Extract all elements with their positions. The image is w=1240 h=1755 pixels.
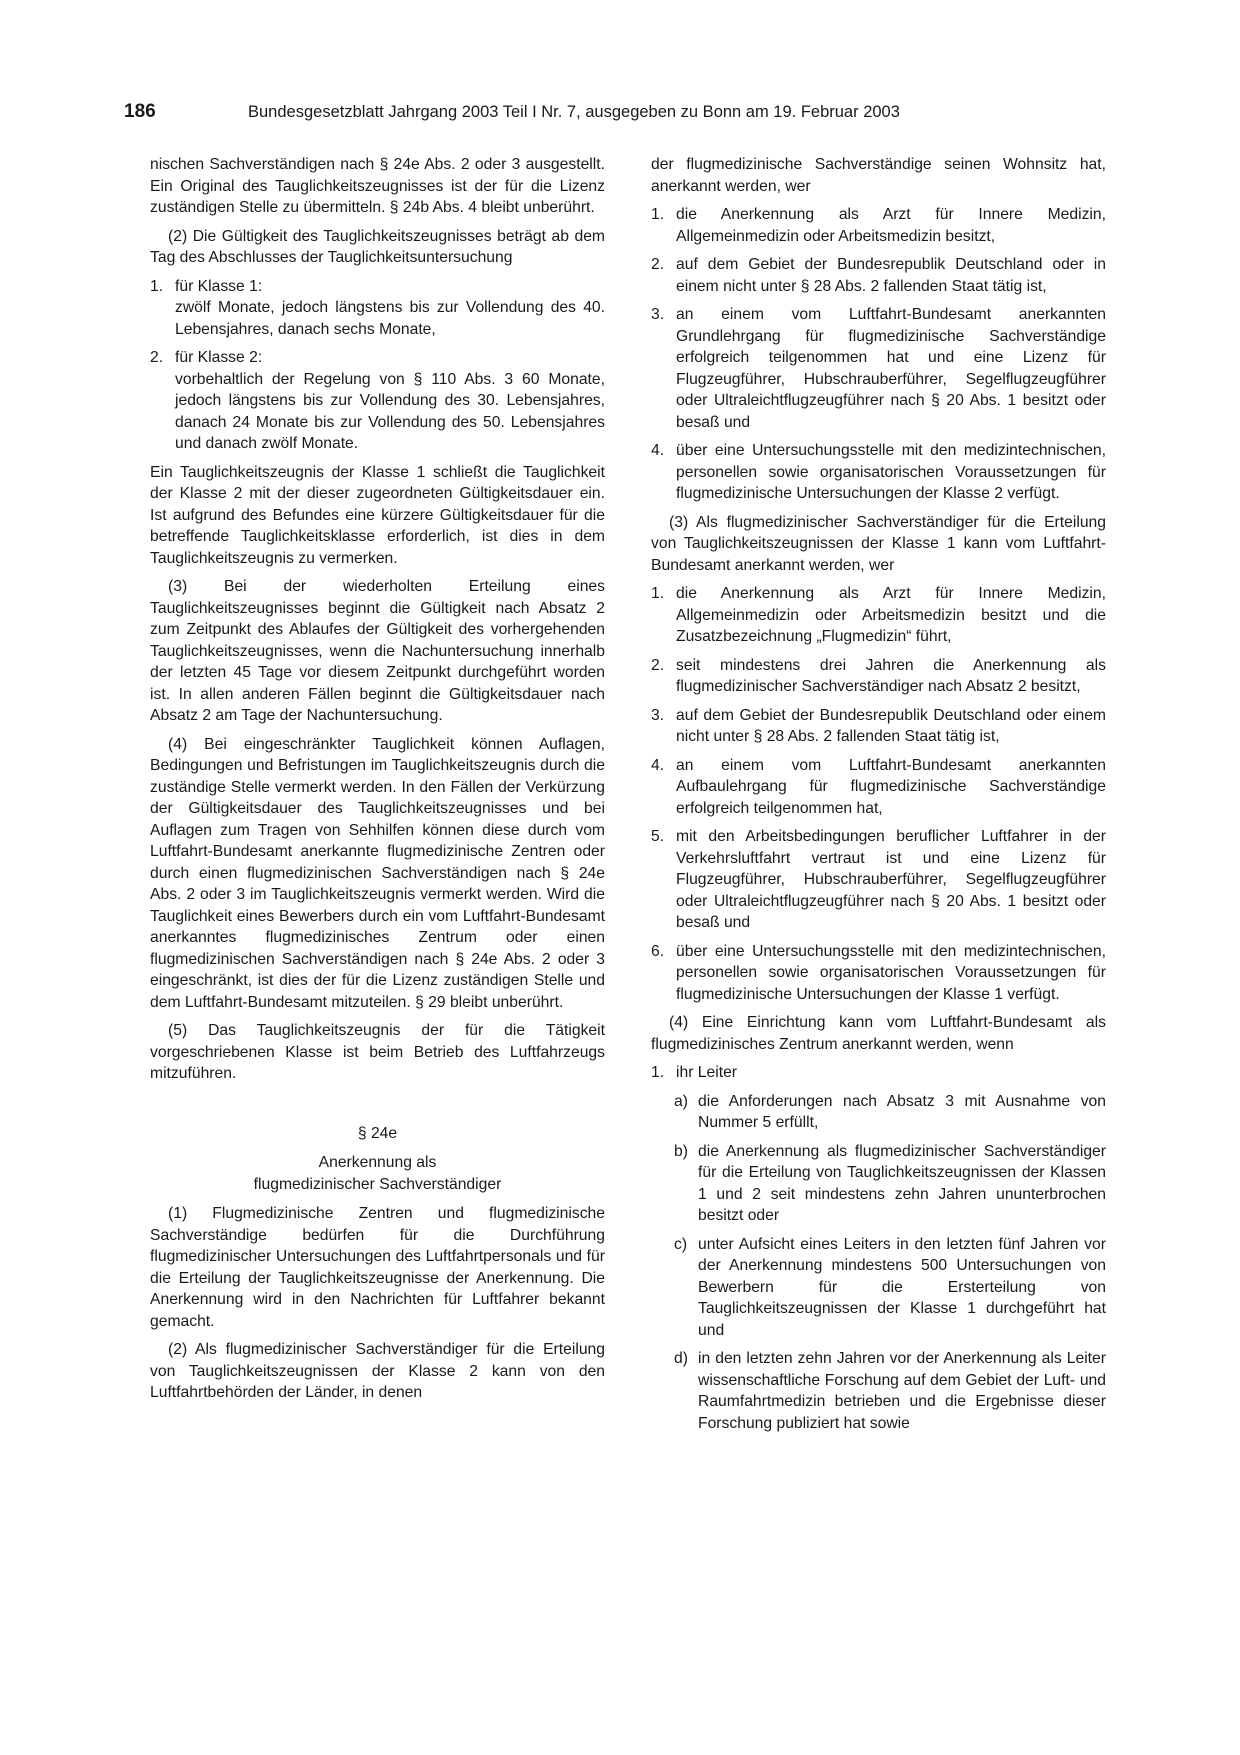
list-item xyxy=(651,583,1106,648)
list-item-text: auf dem Gebiet der Bundesrepublik Deutschland oder in einem nicht unter § 28 Abs. 2 fallenden Staat tätig ist, xyxy=(676,256,1106,295)
sublist-item xyxy=(674,1141,1106,1227)
paragraph: (5) Das Tauglichkeitszeugnis der für die Tätigkeit vorgeschriebenen Klasse ist beim Betrieb des Luftfahrzeugs mitzuführen. xyxy=(150,1022,605,1082)
list-item-text: zwölf Monate, jedoch längstens bis zur Vollendung des 40. Lebensjahres, danach sechs Monate, xyxy=(175,299,605,338)
list-number: 4. xyxy=(651,756,665,774)
list-item-text: mit den Arbeitsbedingungen beruflicher Luftfahrer in der Verkehrsluftfahrt vertraut ist und eine Lizenz für Flugzeugführer, Hubschrauberführer, Segelflugzeugführer oder Ultraleichtflugzeugführer nach § 20 Abs. 1 besitzt oder besaß und xyxy=(676,828,1106,931)
page-header xyxy=(124,99,986,125)
list-item-text: auf dem Gebiet der Bundesrepublik Deutschland oder einem nicht unter § 28 Abs. 2 fallenden Staat tätig ist, xyxy=(676,706,1106,745)
list-number: 6. xyxy=(651,942,665,960)
list-number: 2. xyxy=(150,349,164,366)
list-item-text: die Anerkennung als Arzt für Innere Medizin, Allgemeinmedizin oder Arbeitsmedizin besitzt, xyxy=(676,206,1106,245)
sublist-item xyxy=(674,1234,1106,1342)
list-item xyxy=(651,705,1106,748)
section-title-line: Anerkennung als xyxy=(318,1154,437,1171)
sublist-item-text: in den letzten zehn Jahren vor der Anerkennung als Leiter wissenschaftliche Forschung auf dem Gebiet der Luft- und Raumfahrtmedizin betrieben und die Ergebnisse dieser Forschung publiziert hat sowie xyxy=(698,1350,1106,1432)
sublist-item xyxy=(674,1348,1106,1434)
list-number: 1. xyxy=(651,1064,665,1081)
list-item-text: seit mindestens drei Jahren die Anerkennung als flugmedizinischer Sachverständiger nach Absatz 2 besitzt, xyxy=(676,656,1106,695)
list-item-text: über eine Untersuchungsstelle mit den medizintechnischen, personellen sowie organisatorischen Voraussetzungen für flugmedizinische Untersuchungen der Klasse 2 verfügt. xyxy=(676,442,1106,502)
sublist-item-text: die Anforderungen nach Absatz 3 mit Ausnahme von Nummer 5 erfüllt, xyxy=(698,1092,1106,1131)
list-item xyxy=(651,1062,1106,1084)
list-item xyxy=(150,347,605,455)
list-item-head: für Klasse 1: xyxy=(175,277,263,295)
list-number: 5. xyxy=(651,828,665,845)
page-number: 186 xyxy=(124,101,156,122)
list-number: 1. xyxy=(651,206,665,223)
section-title xyxy=(150,1152,605,1195)
list-item-text: die Anerkennung als Arzt für Innere Medizin, Allgemeinmedizin oder Arbeitsmedizin besitzt und die Zusatzbezeichnung „Flugmedizin“ führt, xyxy=(676,585,1106,645)
sublist-item-text: die Anerkennung als flugmedizinischer Sachverständiger für die Erteilung von Tauglichkeitszeugnissen der Klassen 1 und 2 seit mindestens zehn Jahren ununterbrochen besitzt oder xyxy=(698,1142,1106,1224)
running-head: Bundesgesetzblatt Jahrgang 2003 Teil I Nr. 7, ausgegeben zu Bonn am 19. Februar 2003 xyxy=(248,103,900,121)
list-number: 2. xyxy=(651,656,665,674)
list-number: 1. xyxy=(651,585,665,602)
list-item xyxy=(651,826,1106,934)
paragraph: (3) Als flugmedizinischer Sachverständiger für die Erteilung von Tauglichkeitszeugnissen der Klasse 1 kann vom Luftfahrt-Bundesamt anerkannt werden, wer xyxy=(651,513,1106,574)
list-item xyxy=(651,440,1106,505)
sublist-letter: b) xyxy=(674,1142,688,1160)
left-column xyxy=(150,154,605,1411)
paragraph: (4) Eine Einrichtung kann vom Luftfahrt-Bundesamt als flugmedizinisches Zentrum anerkannt werden, wenn xyxy=(651,1014,1106,1053)
list-item xyxy=(651,655,1106,698)
sublist-letter: d) xyxy=(674,1350,688,1367)
list-item xyxy=(651,254,1106,297)
list-number: 3. xyxy=(651,706,665,724)
list-item xyxy=(651,204,1106,247)
list-item-text: an einem vom Luftfahrt-Bundesamt anerkannten Grundlehrgang für flugmedizinische Sachverständige erfolgreich teilgenommen hat und eine Lizenz für Flugzeugführer, Hubschrauberführer, Segelflugzeugführer oder Ultraleichtflugzeugführer nach § 20 Abs. 1 besitzt oder besaß und xyxy=(676,306,1106,431)
sublist-item-text: unter Aufsicht eines Leiters in den letzten fünf Jahren vor der Anerkennung mindestens 500 Untersuchungen von Bewerbern für die Ersterteilung von Tauglichkeitszeugnissen der Klasse 1 durchgeführt hat und xyxy=(698,1235,1106,1339)
list-number: 3. xyxy=(651,306,665,323)
list-item-text: ihr Leiter xyxy=(676,1064,738,1081)
paragraph: (2) Als flugmedizinischer Sachverständiger für die Erteilung von Tauglichkeitszeugnissen der Klasse 2 kann von den Luftfahrtbehörden der Länder, in denen xyxy=(150,1341,605,1401)
list-item-text: über eine Untersuchungsstelle mit den medizintechnischen, personellen sowie organisatorischen Voraussetzungen für flugmedizinische Untersuchungen der Klasse 1 verfügt. xyxy=(676,942,1106,1003)
list-item xyxy=(651,941,1106,1006)
paragraph: Ein Tauglichkeitszeugnis der Klasse 1 schließt die Tauglichkeit der Klasse 2 mit der dieser zugeordneten Gültigkeitsdauer ein. Ist aufgrund des Befundes eine kürzere Gültigkeitsdauer für die betreffende Tauglichkeitsklasse erforderlich, ist dies in dem Tauglichkeitszeugnis zu vermerken. xyxy=(150,463,605,567)
list-item-text: vorbehaltlich der Regelung von § 110 Abs. 3 60 Monate, jedoch längstens bis zur Vollendung des 30. Lebensjahres, danach 24 Monate bis zur Vollendung des 50. Lebensjahres und danach zwölf Monate. xyxy=(175,370,605,452)
section-title-line: flugmedizinischer Sachverständiger xyxy=(253,1175,502,1193)
list-item xyxy=(150,276,605,341)
paragraph: (3) Bei der wiederholten Erteilung eines Tauglichkeitszeugnisses beginnt die Gültigkeit nach Absatz 2 zum Zeitpunkt des Ablaufes der Gültigkeit des vorhergehenden Tauglichkeitszeugnisses, wenn die Nachuntersuchung innerhalb der letzten 45 Tage vor diesem Zeitpunkt durchgeführt worden ist. In allen anderen Fällen beginnt die Gültigkeitsdauer nach Absatz 2 am Tage der Nachuntersuchung. xyxy=(150,578,605,724)
section-number: § 24e xyxy=(357,1124,398,1142)
paragraph: nischen Sachverständigen nach § 24e Abs. 2 oder 3 ausgestellt. Ein Original des Tauglichkeitszeugnisses ist der für die Lizenz zuständigen Stelle zu übermitteln. § 24b Abs. 4 bleibt unberührt. xyxy=(150,156,605,216)
sublist-letter: c) xyxy=(674,1235,688,1253)
list-item-head: für Klasse 2: xyxy=(175,349,263,366)
right-column xyxy=(651,154,1106,1441)
paragraph: (2) Die Gültigkeit des Tauglichkeitszeugnisses beträgt ab dem Tag des Abschlusses der Tauglichkeitsuntersuchung xyxy=(150,227,605,266)
list-item xyxy=(651,304,1106,433)
sublist-letter: a) xyxy=(674,1092,688,1110)
paragraph: der flugmedizinische Sachverständige seinen Wohnsitz hat, anerkannt werden, wer xyxy=(651,156,1106,195)
list-item-text: an einem vom Luftfahrt-Bundesamt anerkannten Aufbaulehrgang für flugmedizinische Sachverständige erfolgreich teilgenommen hat, xyxy=(676,756,1106,817)
paragraph: (4) Bei eingeschränkter Tauglichkeit können Auflagen, Bedingungen und Befristungen im Tauglichkeitszeugnis durch die zuständige Stelle vermerkt werden. In den Fällen der Verkürzung der Gültigkeitsdauer des Tauglichkeitszeugnisses und bei Auflagen zum Tragen von Sehhilfen können diese durch vom Luftfahrt-Bundesamt anerkannte flugmedizinische Zentren oder durch einen flugmedizinischen Sachverständigen nach § 24e Abs. 2 oder 3 im Tauglichkeitszeugnis vermerkt werden. Wird die Tauglichkeit eines Bewerbers durch ein vom Luftfahrt-Bundesamt anerkanntes flugmedizinisches Zentrum oder einen flugmedizinischen Sachverständigen nach § 24e Abs. 2 oder 3 eingeschränkt, ist dies der für die Lizenz zuständigen Stelle und dem Luftfahrt-Bundesamt mitzuteilen. § 29 bleibt unberührt. xyxy=(150,735,605,1011)
paragraph: (1) Flugmedizinische Zentren und flugmedizinische Sachverständige bedürfen für die Durchführung flugmedizinischer Untersuchungen des Luftfahrtpersonals und für die Erteilung der Tauglichkeitszeugnisse der Anerkennung. Die Anerkennung wird in den Nachrichten für Luftfahrer bekannt gemacht. xyxy=(150,1205,605,1330)
list-item xyxy=(651,755,1106,820)
list-number: 1. xyxy=(150,277,164,295)
sublist-item xyxy=(674,1091,1106,1134)
list-number: 2. xyxy=(651,256,665,273)
list-number: 4. xyxy=(651,442,665,459)
